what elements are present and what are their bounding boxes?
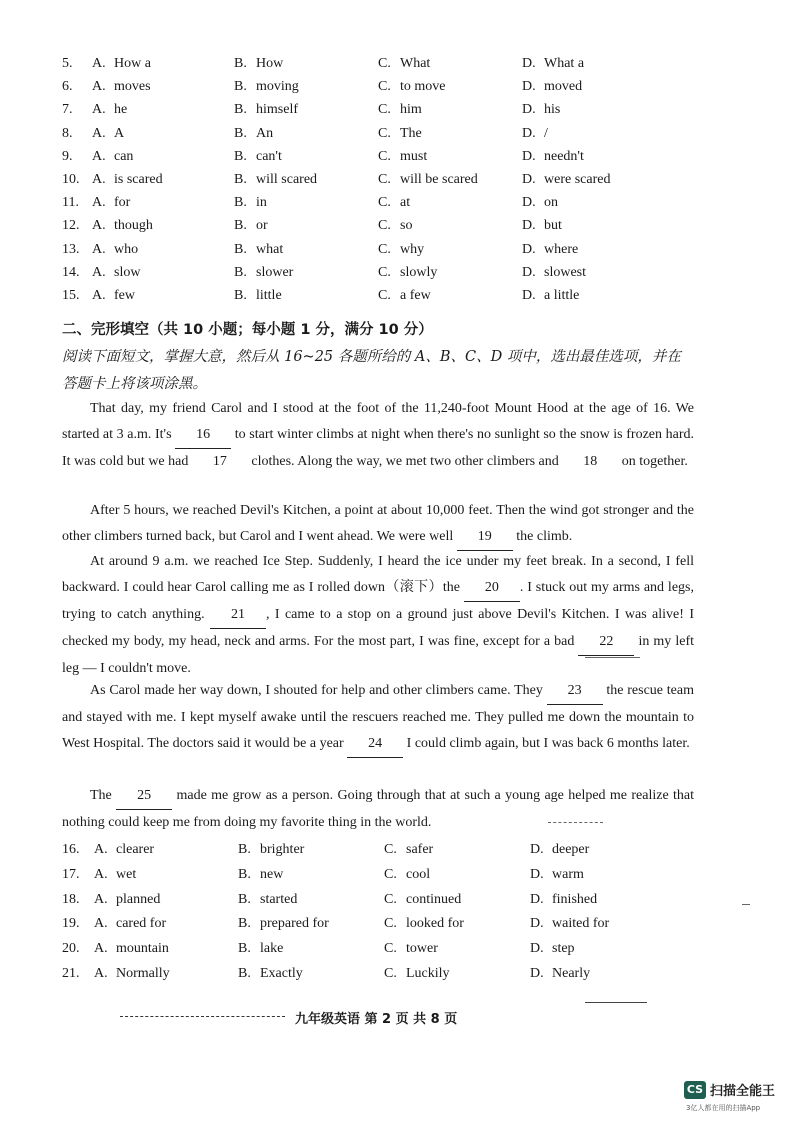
question-number: 14.: [62, 264, 80, 280]
option-text: clearer: [116, 842, 155, 857]
passage-text: As Carol made her way down, I shouted for help and other climbers came. They: [90, 683, 547, 698]
option-c: [384, 892, 461, 908]
option-c: [378, 149, 427, 165]
option-letter: A.: [94, 916, 108, 932]
option-a: [94, 916, 166, 932]
option-letter: B.: [238, 891, 251, 907]
passage-paragraph-4: [62, 678, 694, 758]
option-text: What a: [544, 56, 585, 71]
passage-text: I could climb again, but I was back 6 months later.: [403, 736, 690, 751]
option-letter: D.: [522, 148, 536, 164]
option-letter: B.: [238, 916, 251, 932]
option-text: mountain: [116, 941, 169, 957]
option-text: finished: [552, 891, 598, 907]
option-d: [522, 288, 579, 304]
option-row: [62, 56, 702, 78]
option-text: himself: [256, 102, 298, 118]
option-text: but: [544, 218, 562, 234]
option-text: or: [256, 218, 268, 234]
passage-text: , I came to a stop on a ground just above Devil's Kitchen. I was alive! I checked my body, my head, neck and arms. For the most part, I was fine, except for a bad: [62, 607, 694, 649]
passage-text: on together.: [618, 454, 688, 469]
scanner-watermark: [684, 1078, 789, 1118]
option-d: [530, 941, 575, 957]
option-text: little: [256, 288, 282, 303]
option-d: [522, 218, 562, 234]
option-d: [522, 102, 560, 118]
option-row: [62, 966, 702, 988]
option-row: [62, 195, 702, 217]
option-letter: C.: [378, 148, 391, 164]
passage-text: in my left leg — I couldn't move.: [62, 634, 694, 676]
option-d: [530, 842, 589, 858]
option-letter: D.: [522, 264, 536, 280]
option-text: tower: [406, 941, 438, 957]
passage-text: The: [90, 788, 117, 803]
option-d: [522, 242, 578, 258]
option-text: a little: [544, 288, 580, 303]
option-letter: B.: [234, 102, 247, 118]
option-d: [522, 172, 610, 188]
option-letter: A.: [94, 842, 108, 857]
option-b: [234, 126, 273, 142]
option-text: safer: [406, 842, 434, 857]
option-text: A: [114, 125, 125, 141]
option-text: cared for: [116, 916, 167, 932]
question-number: 8.: [62, 125, 73, 141]
option-text: will be scared: [400, 172, 478, 187]
option-text: looked for: [406, 916, 464, 932]
option-text: his: [544, 102, 561, 118]
passage-text: made me grow as a person. Going through that at such a young age helped me realize that nothing could keep me from doing my favorite thing in the world.: [62, 788, 695, 830]
option-text: The: [400, 125, 422, 141]
question-number: 10.: [62, 172, 80, 187]
option-letter: A.: [94, 941, 108, 957]
option-row: [62, 149, 702, 171]
option-b: [234, 218, 268, 234]
option-b: [234, 288, 282, 304]
passage-text: After 5 hours, we reached Devil's Kitchen, a point at about 10,000 feet. Then the wind got stronger and the other climbers turned back, but Carol and I went ahead. We were well: [62, 503, 694, 544]
question-number: 6.: [62, 79, 73, 95]
option-letter: C.: [378, 288, 391, 303]
option-letter: D.: [530, 966, 544, 981]
option-text: warm: [552, 866, 584, 882]
question-number: 5.: [62, 56, 73, 71]
option-letter: C.: [378, 241, 391, 257]
option-letter: B.: [234, 125, 247, 141]
option-d: [522, 56, 584, 72]
option-text: to move: [400, 79, 446, 95]
option-text: is scared: [114, 172, 163, 187]
option-letter: B.: [234, 288, 247, 303]
blank-22: 22: [578, 629, 634, 656]
option-c: [378, 126, 422, 142]
option-d: [522, 265, 586, 281]
option-letter: B.: [234, 195, 247, 211]
question-number: 7.: [62, 102, 73, 118]
option-d: [522, 195, 558, 211]
option-letter: A.: [92, 79, 106, 95]
footer-line: [585, 1002, 647, 1003]
section-title: 二、完形填空（共 10 小题；每小题 1 分，满分 10 分）: [62, 322, 433, 338]
option-row: [62, 916, 702, 938]
option-letter: A.: [92, 218, 106, 234]
option-letter: C.: [378, 218, 391, 234]
option-b: [238, 941, 283, 957]
option-letter: D.: [522, 195, 536, 211]
option-text: he: [114, 102, 128, 118]
option-text: moves: [114, 79, 151, 95]
option-letter: A.: [92, 148, 106, 164]
option-a: [94, 892, 160, 908]
scan-mark: [585, 657, 640, 658]
option-row: [62, 288, 702, 310]
question-number: 11.: [62, 195, 79, 211]
question-number: 19.: [62, 916, 80, 932]
blank-23: 23: [547, 678, 603, 705]
option-a: [92, 79, 151, 95]
option-c: [378, 195, 410, 211]
option-letter: C.: [378, 102, 391, 118]
option-c: [378, 288, 431, 304]
option-text: Normally: [116, 966, 170, 981]
option-letter: A.: [92, 125, 106, 141]
option-text: where: [544, 241, 579, 257]
option-text: step: [552, 941, 575, 957]
question-number: 9.: [62, 148, 73, 164]
option-b: [234, 195, 267, 211]
option-letter: D.: [530, 941, 544, 957]
option-text: so: [400, 218, 413, 234]
option-b: [234, 265, 293, 281]
scanner-logo-icon: CS: [684, 1081, 706, 1099]
option-row: [62, 79, 702, 101]
passage-text: That day, my friend Carol and I stood at the foot of the 11,240-foot Mount Hood at the age of 16. We started at 3 a.m. It's: [62, 401, 694, 442]
footer-dashed-line: [120, 1016, 285, 1017]
option-letter: C.: [378, 56, 391, 71]
option-b: [238, 966, 303, 982]
option-text: waited for: [552, 916, 610, 932]
option-text: can: [114, 148, 134, 164]
option-b: [238, 842, 304, 858]
option-a: [92, 218, 153, 234]
option-c: [384, 966, 450, 982]
option-text: How: [256, 56, 284, 71]
option-letter: A.: [92, 288, 106, 303]
option-text: Nearly: [552, 966, 591, 981]
option-row: [62, 126, 702, 148]
option-text: who: [114, 241, 139, 257]
option-text: brighter: [260, 842, 305, 857]
option-letter: C.: [384, 866, 397, 882]
option-letter: B.: [238, 866, 251, 882]
option-text: him: [400, 102, 422, 118]
option-c: [384, 842, 433, 858]
option-text: moving: [256, 79, 299, 95]
question-number: 20.: [62, 941, 80, 957]
option-letter: C.: [378, 264, 391, 280]
option-a: [92, 288, 135, 304]
option-row: [62, 172, 702, 194]
option-b: [238, 916, 329, 932]
option-text: will scared: [256, 172, 318, 187]
option-letter: C.: [384, 941, 397, 957]
option-text: Luckily: [406, 966, 450, 981]
passage-text: . I stuck out my arms and legs, trying to catch anything.: [62, 580, 694, 622]
blank-18: 18: [583, 454, 598, 469]
option-letter: B.: [234, 264, 247, 280]
option-letter: D.: [522, 218, 536, 234]
option-letter: B.: [238, 842, 251, 857]
blank-16: 16: [175, 422, 231, 449]
option-text: moved: [544, 79, 583, 95]
option-c: [378, 172, 478, 188]
passage-text: to start winter climbs at night when there's no sunlight so the snow is frozen hard. It was cold but we had: [62, 427, 695, 469]
option-a: [92, 242, 138, 258]
option-text: deeper: [552, 842, 590, 857]
option-c: [378, 242, 424, 258]
passage-paragraph-3: [62, 549, 694, 682]
option-letter: D.: [522, 79, 536, 95]
option-a: [92, 195, 130, 211]
scan-mark: [742, 904, 750, 905]
option-b: [238, 867, 283, 883]
option-text: wet: [116, 866, 137, 882]
option-text: lake: [260, 941, 284, 957]
option-letter: B.: [238, 966, 251, 981]
option-d: [522, 149, 584, 165]
option-c: [384, 867, 430, 883]
option-b: [234, 172, 317, 188]
option-row: [62, 867, 702, 889]
option-text: were scared: [544, 172, 611, 187]
option-letter: A.: [92, 56, 106, 71]
option-a: [92, 265, 140, 281]
option-b: [234, 102, 298, 118]
option-letter: D.: [530, 891, 544, 907]
option-b: [234, 149, 282, 165]
option-a: [94, 842, 154, 858]
option-letter: B.: [234, 172, 247, 187]
option-letter: D.: [522, 56, 536, 71]
option-d: [530, 916, 609, 932]
option-text: slower: [256, 264, 294, 280]
blank-17: 17: [212, 454, 227, 469]
option-c: [378, 79, 446, 95]
option-letter: D.: [530, 866, 544, 882]
option-letter: A.: [94, 966, 108, 981]
option-text: for: [114, 195, 131, 211]
option-letter: B.: [234, 218, 247, 234]
blank-24: 24: [347, 731, 403, 758]
option-a: [92, 56, 151, 72]
option-letter: A.: [92, 241, 106, 257]
option-letter: A.: [94, 866, 108, 882]
blank-25: 25: [116, 783, 172, 810]
option-text: why: [400, 241, 425, 257]
option-row: [62, 941, 702, 963]
option-letter: C.: [378, 172, 391, 187]
option-letter: A.: [92, 102, 106, 118]
option-letter: B.: [238, 941, 251, 957]
option-d: [522, 126, 548, 142]
option-text: started: [260, 891, 298, 907]
scanner-tagline: 3亿人都在用的扫描App: [686, 1104, 761, 1112]
option-d: [522, 79, 582, 95]
option-text: can't: [256, 148, 282, 164]
question-number: 13.: [62, 241, 80, 257]
option-letter: A.: [94, 891, 108, 907]
option-letter: B.: [234, 56, 247, 71]
option-row: [62, 218, 702, 240]
option-text: What: [400, 56, 431, 71]
option-a: [94, 941, 169, 957]
option-a: [94, 966, 170, 982]
option-row: [62, 242, 702, 264]
option-a: [94, 867, 136, 883]
option-c: [378, 56, 430, 72]
passage-text: the climb.: [512, 529, 573, 544]
option-a: [92, 149, 133, 165]
option-c: [378, 218, 412, 234]
scanner-app-name: 扫描全能王: [710, 1084, 776, 1099]
option-b: [234, 56, 283, 72]
option-letter: A.: [92, 264, 106, 280]
blank-21: 21: [210, 602, 266, 629]
option-text: How a: [114, 56, 151, 71]
option-text: a few: [400, 288, 431, 303]
option-row: [62, 842, 702, 864]
option-d: [530, 867, 584, 883]
scan-mark: [548, 822, 603, 823]
question-number: 15.: [62, 288, 80, 303]
option-letter: C.: [384, 916, 397, 932]
option-letter: D.: [522, 172, 536, 187]
option-text: slowest: [544, 264, 586, 280]
option-b: [238, 892, 297, 908]
option-text: prepared for: [260, 916, 329, 932]
option-text: Exactly: [260, 966, 303, 981]
question-number: 21.: [62, 966, 80, 981]
option-text: in: [256, 195, 267, 211]
option-text: needn't: [544, 148, 584, 164]
option-row: [62, 102, 702, 124]
option-a: [92, 102, 127, 118]
option-letter: D.: [530, 916, 544, 932]
option-text: planned: [116, 891, 161, 907]
option-text: what: [256, 241, 284, 257]
option-c: [384, 941, 438, 957]
option-letter: A.: [92, 195, 106, 211]
option-b: [234, 79, 299, 95]
option-letter: D.: [522, 241, 536, 257]
option-text: at: [400, 195, 411, 211]
option-letter: B.: [234, 148, 247, 164]
instructions: 阅读下面短文，掌握大意，然后从 16~25 各题所给的 A、B、C、D 项中，选出最佳选项，并在答题卡上将该项涂黑。: [62, 349, 681, 392]
option-text: few: [114, 288, 135, 303]
option-b: [234, 242, 283, 258]
option-letter: C.: [378, 79, 391, 95]
option-letter: D.: [530, 842, 544, 857]
option-letter: A.: [92, 172, 106, 187]
option-text: on: [544, 195, 558, 211]
question-number: 12.: [62, 218, 80, 234]
passage-paragraph-1: [62, 396, 694, 476]
option-letter: D.: [522, 125, 536, 141]
option-row: [62, 265, 702, 287]
option-text: slow: [114, 264, 141, 280]
option-letter: B.: [234, 241, 247, 257]
option-row: [62, 892, 702, 914]
footer-page-number: 九年级英语 第 2 页 共 8 页: [295, 1012, 458, 1027]
passage-text: the rescue team and stayed with me. I kept myself awake until the rescuers reached me. They pulled me down the mountain to West Hospital. The doctors said it would be a year: [62, 683, 694, 751]
option-text: slowly: [400, 264, 438, 280]
question-number: 18.: [62, 891, 80, 907]
question-number: 17.: [62, 866, 80, 882]
option-c: [384, 916, 464, 932]
option-letter: D.: [522, 102, 536, 118]
option-letter: D.: [522, 288, 536, 303]
passage-text: At around 9 a.m. we reached Ice Step. Suddenly, I heard the ice under my feet break. In a second, I fell backward. I could hear Carol calling me as I rolled down（滚下）the: [62, 554, 694, 595]
passage-paragraph-5: [62, 783, 694, 836]
option-text: though: [114, 218, 153, 234]
option-text: must: [400, 148, 428, 164]
option-text: /: [544, 125, 548, 141]
option-letter: C.: [378, 195, 391, 211]
option-d: [530, 892, 597, 908]
option-a: [92, 172, 163, 188]
passage-text: clothes. Along the way, we met two other climbers and: [247, 454, 563, 469]
option-c: [378, 102, 422, 118]
option-letter: C.: [378, 125, 391, 141]
option-letter: B.: [234, 79, 247, 95]
option-text: cool: [406, 866, 431, 882]
option-text: continued: [406, 891, 462, 907]
option-d: [530, 966, 590, 982]
option-c: [378, 265, 437, 281]
blank-20: 20: [464, 575, 520, 602]
option-text: An: [256, 125, 274, 141]
option-letter: C.: [384, 842, 397, 857]
question-number: 16.: [62, 842, 80, 857]
option-a: [92, 126, 124, 142]
option-letter: C.: [384, 966, 397, 981]
option-text: new: [260, 866, 284, 882]
blank-19: 19: [457, 524, 513, 551]
passage-paragraph-2: [62, 498, 694, 551]
option-letter: C.: [384, 891, 397, 907]
